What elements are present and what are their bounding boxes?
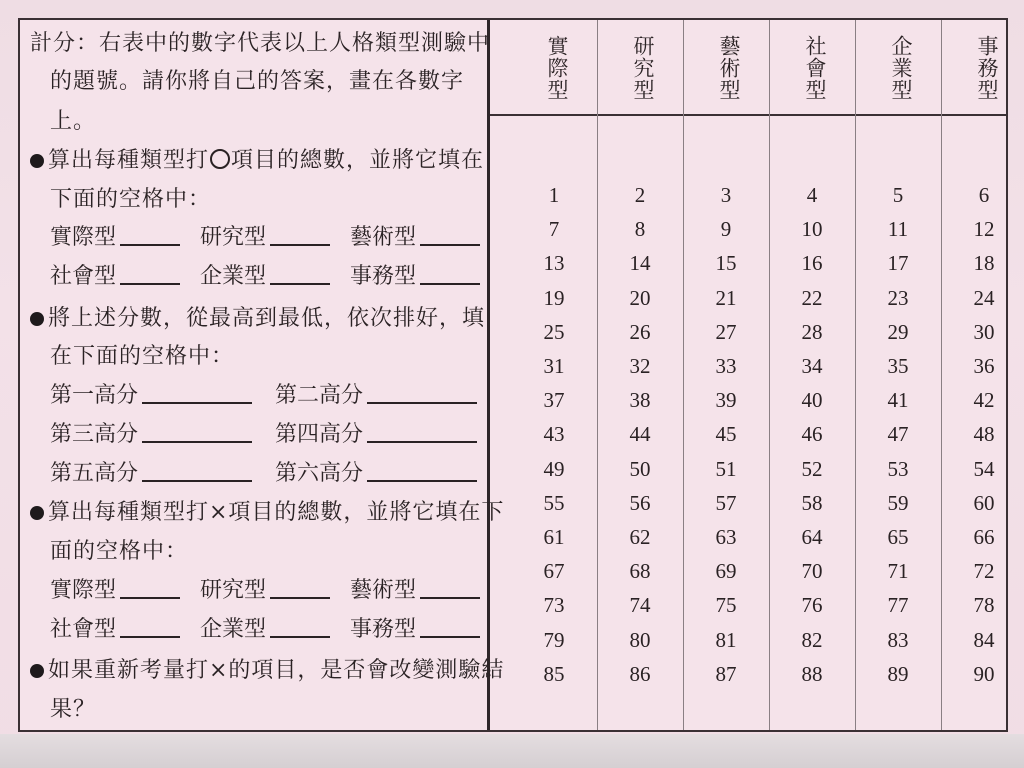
question-number[interactable]: 58 (801, 491, 823, 515)
question-number[interactable]: 40 (801, 388, 823, 412)
question-number[interactable]: 44 (629, 422, 651, 446)
question-number[interactable]: 65 (887, 525, 909, 549)
bullet-3: 算出每種類型打×項目的總數，並將它填在下 (30, 499, 504, 527)
column-divider (597, 20, 598, 730)
question-number[interactable]: 47 (887, 422, 909, 446)
question-number[interactable]: 51 (715, 457, 737, 481)
question-number[interactable]: 64 (801, 525, 823, 549)
question-number[interactable]: 41 (887, 388, 909, 412)
question-number[interactable]: 71 (887, 559, 909, 583)
column-divider (769, 20, 770, 730)
question-number[interactable]: 35 (887, 354, 909, 378)
question-number[interactable]: 10 (801, 217, 823, 241)
question-number[interactable]: 20 (629, 286, 651, 310)
cross-total-social: 社會型 (50, 616, 180, 644)
question-number[interactable]: 46 (801, 422, 823, 446)
rank-sixth: 第六高分 (275, 460, 477, 488)
rank-first: 第一高分 (50, 382, 252, 410)
question-number[interactable]: 70 (801, 559, 823, 583)
question-number[interactable]: 33 (715, 354, 737, 378)
question-number[interactable]: 32 (629, 354, 651, 378)
question-number[interactable]: 49 (543, 457, 565, 481)
question-number[interactable]: 78 (973, 593, 995, 617)
question-number[interactable]: 48 (973, 422, 995, 446)
question-number[interactable]: 21 (715, 286, 737, 310)
question-number[interactable]: 74 (629, 593, 651, 617)
question-number[interactable]: 19 (543, 286, 565, 310)
circle-total-enterprising: 企業型 (200, 263, 330, 291)
cross-total-enterprising: 企業型 (200, 616, 330, 644)
question-number[interactable]: 34 (801, 354, 823, 378)
question-number[interactable]: 15 (715, 251, 737, 275)
answer-blank[interactable] (270, 263, 330, 285)
question-number[interactable]: 4 (806, 183, 818, 207)
question-number[interactable]: 89 (887, 662, 909, 686)
question-number[interactable]: 81 (715, 628, 737, 652)
question-number[interactable]: 16 (801, 251, 823, 275)
worksheet-frame (18, 18, 1008, 732)
page-bottom-edge (0, 734, 1024, 768)
question-number[interactable]: 79 (543, 628, 565, 652)
rank-fifth: 第五高分 (50, 460, 252, 488)
question-number[interactable]: 73 (543, 593, 565, 617)
question-number[interactable]: 53 (887, 457, 909, 481)
question-number[interactable]: 68 (629, 559, 651, 583)
bullet-2-line-2: 在下面的空格中： (50, 344, 235, 369)
question-number[interactable]: 1 (548, 183, 560, 207)
rank-fourth: 第四高分 (275, 421, 477, 449)
question-number[interactable]: 43 (543, 422, 565, 446)
instructions-panel (20, 20, 505, 730)
answer-blank[interactable] (120, 263, 180, 285)
table-column-header: 實際型 (545, 35, 569, 101)
circle-total-investigative: 研究型 (200, 224, 330, 252)
answer-blank[interactable] (367, 460, 477, 482)
column-divider (855, 20, 856, 730)
question-number[interactable]: 31 (543, 354, 565, 378)
question-number[interactable]: 60 (973, 491, 995, 515)
question-number[interactable]: 13 (543, 251, 565, 275)
question-number[interactable]: 8 (634, 217, 646, 241)
question-number[interactable]: 59 (887, 491, 909, 515)
answer-blank[interactable] (270, 577, 330, 599)
question-number[interactable]: 28 (801, 320, 823, 344)
question-number[interactable]: 12 (973, 217, 995, 241)
scoring-line-2: 的題號。請你將自己的答案，畫在各數字 (50, 69, 465, 94)
table-column-header: 社會型 (803, 35, 827, 101)
bullet-dot-icon (30, 312, 44, 326)
answer-blank[interactable] (142, 382, 252, 404)
question-number[interactable]: 87 (715, 662, 737, 686)
question-number[interactable]: 90 (973, 662, 995, 686)
question-number[interactable]: 18 (973, 251, 995, 275)
bullet-dot-icon (30, 154, 44, 168)
question-number[interactable]: 23 (887, 286, 909, 310)
question-number[interactable]: 52 (801, 457, 823, 481)
question-number[interactable]: 25 (543, 320, 565, 344)
question-number[interactable]: 66 (973, 525, 995, 549)
question-number[interactable]: 24 (973, 286, 995, 310)
question-number[interactable]: 39 (715, 388, 737, 412)
question-number[interactable]: 75 (715, 593, 737, 617)
cross-total-conventional: 事務型 (350, 616, 480, 644)
circle-mark-icon (210, 149, 230, 169)
question-number[interactable]: 37 (543, 388, 565, 412)
question-number-table (490, 20, 1006, 730)
answer-blank[interactable] (142, 460, 252, 482)
question-number[interactable]: 56 (629, 491, 651, 515)
circle-total-social: 社會型 (50, 263, 180, 291)
bullet-3-line-2: 面的空格中： (50, 539, 189, 564)
question-number[interactable]: 57 (715, 491, 737, 515)
question-number[interactable]: 22 (801, 286, 823, 310)
question-number[interactable]: 85 (543, 662, 565, 686)
question-number[interactable]: 76 (801, 593, 823, 617)
table-column-header: 事務型 (975, 35, 999, 101)
rank-second: 第二高分 (275, 382, 477, 410)
question-number[interactable]: 45 (715, 422, 737, 446)
question-number[interactable]: 69 (715, 559, 737, 583)
answer-blank[interactable] (270, 224, 330, 246)
bullet-1-line-2: 下面的空格中： (50, 187, 212, 212)
scoring-line-1: 計分：右表中的數字代表以上人格類型測驗中 (30, 31, 491, 56)
question-number[interactable]: 29 (887, 320, 909, 344)
table-column-header: 研究型 (631, 35, 655, 101)
answer-blank[interactable] (367, 421, 477, 443)
question-number[interactable]: 61 (543, 525, 565, 549)
table-column-header: 藝術型 (717, 35, 741, 101)
table-column-header: 企業型 (889, 35, 913, 101)
answer-blank[interactable] (120, 577, 180, 599)
answer-blank[interactable] (420, 616, 480, 638)
answer-blank[interactable] (420, 577, 480, 599)
question-number[interactable]: 62 (629, 525, 651, 549)
cross-total-investigative: 研究型 (200, 577, 330, 605)
question-number[interactable]: 86 (629, 662, 651, 686)
question-number[interactable]: 14 (629, 251, 651, 275)
question-number[interactable]: 17 (887, 251, 909, 275)
question-number[interactable]: 2 (634, 183, 646, 207)
answer-blank[interactable] (420, 263, 480, 285)
answer-blank[interactable] (367, 382, 477, 404)
question-number[interactable]: 42 (973, 388, 995, 412)
question-number[interactable]: 54 (973, 457, 995, 481)
question-number[interactable]: 67 (543, 559, 565, 583)
answer-blank[interactable] (142, 421, 252, 443)
rank-third: 第三高分 (50, 421, 252, 449)
question-number[interactable]: 77 (887, 593, 909, 617)
question-number[interactable]: 6 (978, 183, 990, 207)
question-number[interactable]: 88 (801, 662, 823, 686)
question-number[interactable]: 38 (629, 388, 651, 412)
question-number[interactable]: 30 (973, 320, 995, 344)
bullet-1: 算出每種類型打 項目的總數，並將它填在 (30, 147, 484, 175)
question-number[interactable]: 72 (973, 559, 995, 583)
bullet-4-line-2: 果？ (50, 697, 97, 722)
circle-total-realistic: 實際型 (50, 224, 180, 252)
circle-total-conventional: 事務型 (350, 263, 480, 291)
bullet-2: 將上述分數，從最高到最低，依次排好，填 (30, 305, 485, 333)
question-number[interactable]: 36 (973, 354, 995, 378)
question-number[interactable]: 82 (801, 628, 823, 652)
bullet-dot-icon (30, 664, 44, 678)
question-number[interactable]: 80 (629, 628, 651, 652)
question-number[interactable]: 5 (892, 183, 904, 207)
cross-total-realistic: 實際型 (50, 577, 180, 605)
cross-total-artistic: 藝術型 (350, 577, 480, 605)
circle-total-artistic: 藝術型 (350, 224, 480, 252)
answer-blank[interactable] (270, 616, 330, 638)
question-number[interactable]: 26 (629, 320, 651, 344)
question-number[interactable]: 7 (548, 217, 560, 241)
scoring-line-3: 上。 (50, 109, 97, 134)
question-number[interactable]: 83 (887, 628, 909, 652)
question-number[interactable]: 11 (887, 217, 909, 241)
question-number[interactable]: 63 (715, 525, 737, 549)
bullet-dot-icon (30, 506, 44, 520)
question-number[interactable]: 27 (715, 320, 737, 344)
question-number[interactable]: 9 (720, 217, 732, 241)
bullet-4: 如果重新考量打×的項目，是否會改變測驗結 (30, 657, 504, 685)
question-number[interactable]: 55 (543, 491, 565, 515)
column-divider (941, 20, 942, 730)
question-number[interactable]: 84 (973, 628, 995, 652)
answer-blank[interactable] (120, 224, 180, 246)
answer-blank[interactable] (420, 224, 480, 246)
column-divider (683, 20, 684, 730)
question-number[interactable]: 3 (720, 183, 732, 207)
answer-blank[interactable] (120, 616, 180, 638)
table-header-row (490, 20, 1006, 116)
question-number[interactable]: 50 (629, 457, 651, 481)
